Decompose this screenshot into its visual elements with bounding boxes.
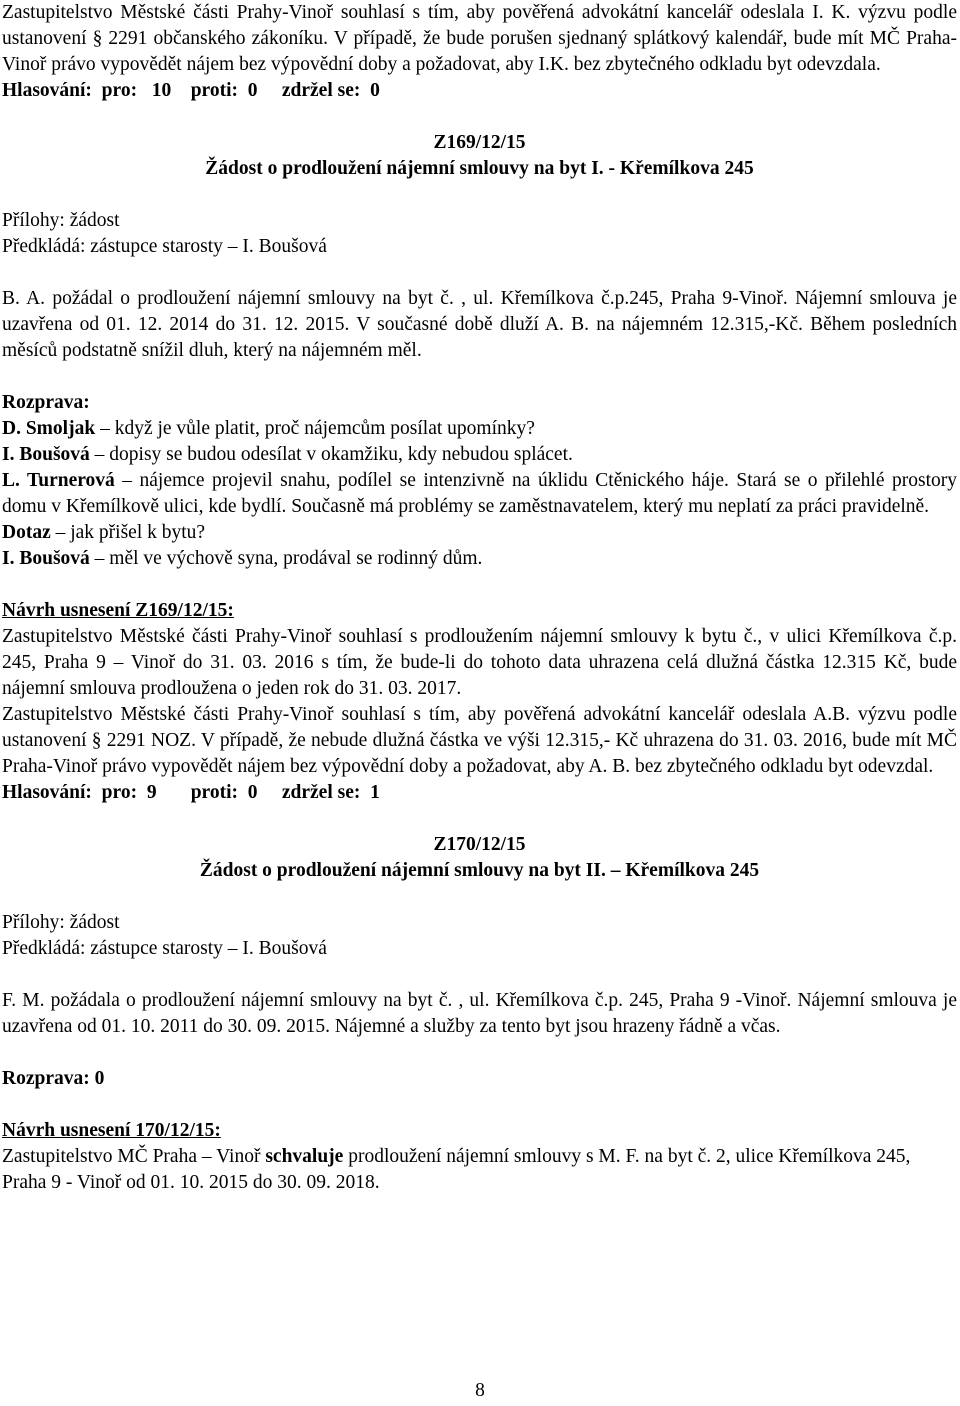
spacer bbox=[2, 806, 957, 832]
speaker-text: – jak přišel k bytu? bbox=[50, 522, 206, 543]
resolution-verb: schvaluje bbox=[265, 1146, 344, 1167]
spacer bbox=[2, 104, 957, 130]
z169-body: B. A. požádal o prodloužení nájemní smlouvy na byt č. , ul. Křemílkova č.p.245, Praha 9-Vinoř. Nájemní smlouva je uzavřena od 01. 12. 2014 do 31. 12. 2015. V současné době dluží A. B. na nájemném 12.315,-Kč. Během posledních měsíců podstatně snížil dluh, který na nájemném měl. bbox=[2, 288, 957, 361]
spacer bbox=[2, 1092, 957, 1118]
discussion-entry bbox=[2, 442, 957, 468]
discussion-entry bbox=[2, 468, 957, 520]
discussion-entry bbox=[2, 520, 957, 546]
speaker-text: – měl ve výchově syna, prodával se rodinný dům. bbox=[89, 548, 483, 569]
z170-resolution-paragraph bbox=[2, 1144, 957, 1196]
z169-presenter: Předkládá: zástupce starosty – I. Boušová bbox=[2, 236, 327, 257]
z170-resolution-heading: Návrh usnesení 170/12/15: bbox=[2, 1120, 221, 1141]
z170-discussion: Rozprava: 0 bbox=[2, 1068, 105, 1089]
speaker-name: Dotaz bbox=[2, 522, 51, 543]
resolution-text: prodloužení nájemní smlouvy s M. F. na byt č. 2, ulice Křemílkova 245, Praha 9 - Vinoř od 01. 10. 2015 do 30. 09. 2018. bbox=[2, 1146, 911, 1193]
discussion-entry bbox=[2, 546, 957, 572]
speaker-name: D. Smoljak bbox=[2, 418, 96, 439]
page-number: 8 bbox=[475, 1380, 485, 1401]
z169-discussion-label: Rozprava: bbox=[2, 392, 90, 413]
intro-paragraph: Zastupitelstvo Městské části Prahy-Vinoř souhlasí s tím, aby pověřená advokátní kancelář odeslala I. K. výzvu podle ustanovení § 2291 občanského zákoníku. V případě, že bude porušen sjednaný splátkový kalendář, bude mít MČ Praha-Vinoř právo vypovědět nájem bez výpovědní doby a požadovat, aby I.K. bez zbytečného odkladu byt odevzdala. bbox=[2, 2, 957, 75]
z170-presenter: Předkládá: zástupce starosty – I. Boušová bbox=[2, 938, 327, 959]
discussion-entry bbox=[2, 416, 957, 442]
z169-resolution-heading: Návrh usnesení Z169/12/15: bbox=[2, 600, 234, 621]
z169-resolution-paragraph-2: Zastupitelstvo Městské části Prahy-Vinoř souhlasí s tím, aby pověřená advokátní kancelář odeslala A.B. výzvu podle ustanovení § 2291 NOZ. V případě, že nebude dlužná částka ve výši 12.315,- Kč uhrazena do 31. 03. 2016, bude mít MČ Praha-Vinoř právo vypovědět nájem bez výpovědní doby a požadovat, aby A. B. bez zbytečného odkladu byt odevzdal. bbox=[2, 704, 957, 777]
z169-resolution-paragraph: Zastupitelstvo Městské části Prahy-Vinoř souhlasí s prodloužením nájemní smlouvy k bytu č., v ulici Křemílkova č.p. 245, Praha 9 – Vinoř do 31. 03. 2016 s tím, že bude-li do tohoto data uhrazena celá dlužná částka 12.315 Kč, bude nájemní smlouva prodloužena o jeden rok do 31. 03. 2017. bbox=[2, 626, 957, 699]
speaker-text: – nájemce projevil snahu, podílel se intenzivně na úklidu Ctěnického háje. Stará se o přilehlé prostory domu v Křemílkově ulici, kde bydlí. Současně má problémy se zaměstnavatelem, který mu neplatí za práci pravidelně. bbox=[2, 470, 957, 517]
spacer bbox=[2, 364, 957, 390]
spacer bbox=[2, 182, 957, 208]
speaker-text: – když je vůle platit, proč nájemcům posílat upomínky? bbox=[95, 418, 535, 439]
z169-vote: Hlasování: pro: 9 proti: 0 zdržel se: 1 bbox=[2, 782, 380, 803]
speaker-name: I. Boušová bbox=[2, 444, 90, 465]
resolution-text: Zastupitelstvo MČ Praha – Vinoř bbox=[2, 1146, 266, 1167]
spacer bbox=[2, 1040, 957, 1066]
z170-code: Z170/12/15 bbox=[433, 834, 526, 855]
speaker-name: I. Boušová bbox=[2, 548, 90, 569]
z170-body: F. M. požádala o prodloužení nájemní smlouvy na byt č. , ul. Křemílkova č.p. 245, Praha 9 -Vinoř. Nájemní smlouva je uzavřena od 01. 10. 2011 do 30. 09. 2015. Nájemné a služby za tento byt jsou hrazeny řádně a včas. bbox=[2, 990, 957, 1037]
z170-attachments: Přílohy: žádost bbox=[2, 912, 120, 933]
z169-attachments: Přílohy: žádost bbox=[2, 210, 120, 231]
intro-vote: Hlasování: pro: 10 proti: 0 zdržel se: 0 bbox=[2, 80, 380, 101]
spacer bbox=[2, 962, 957, 988]
speaker-text: – dopisy se budou odesílat v okamžiku, kdy nebudou splácet. bbox=[89, 444, 573, 465]
z169-title: Žádost o prodloužení nájemní smlouvy na byt I. - Křemílkova 245 bbox=[205, 158, 754, 179]
document-page bbox=[2, 0, 957, 1196]
z170-title: Žádost o prodloužení nájemní smlouvy na byt II. – Křemílkova 245 bbox=[199, 860, 760, 881]
speaker-name: L. Turnerová bbox=[2, 470, 115, 491]
z169-code: Z169/12/15 bbox=[433, 132, 526, 153]
spacer bbox=[2, 572, 957, 598]
spacer bbox=[2, 260, 957, 286]
spacer bbox=[2, 884, 957, 910]
